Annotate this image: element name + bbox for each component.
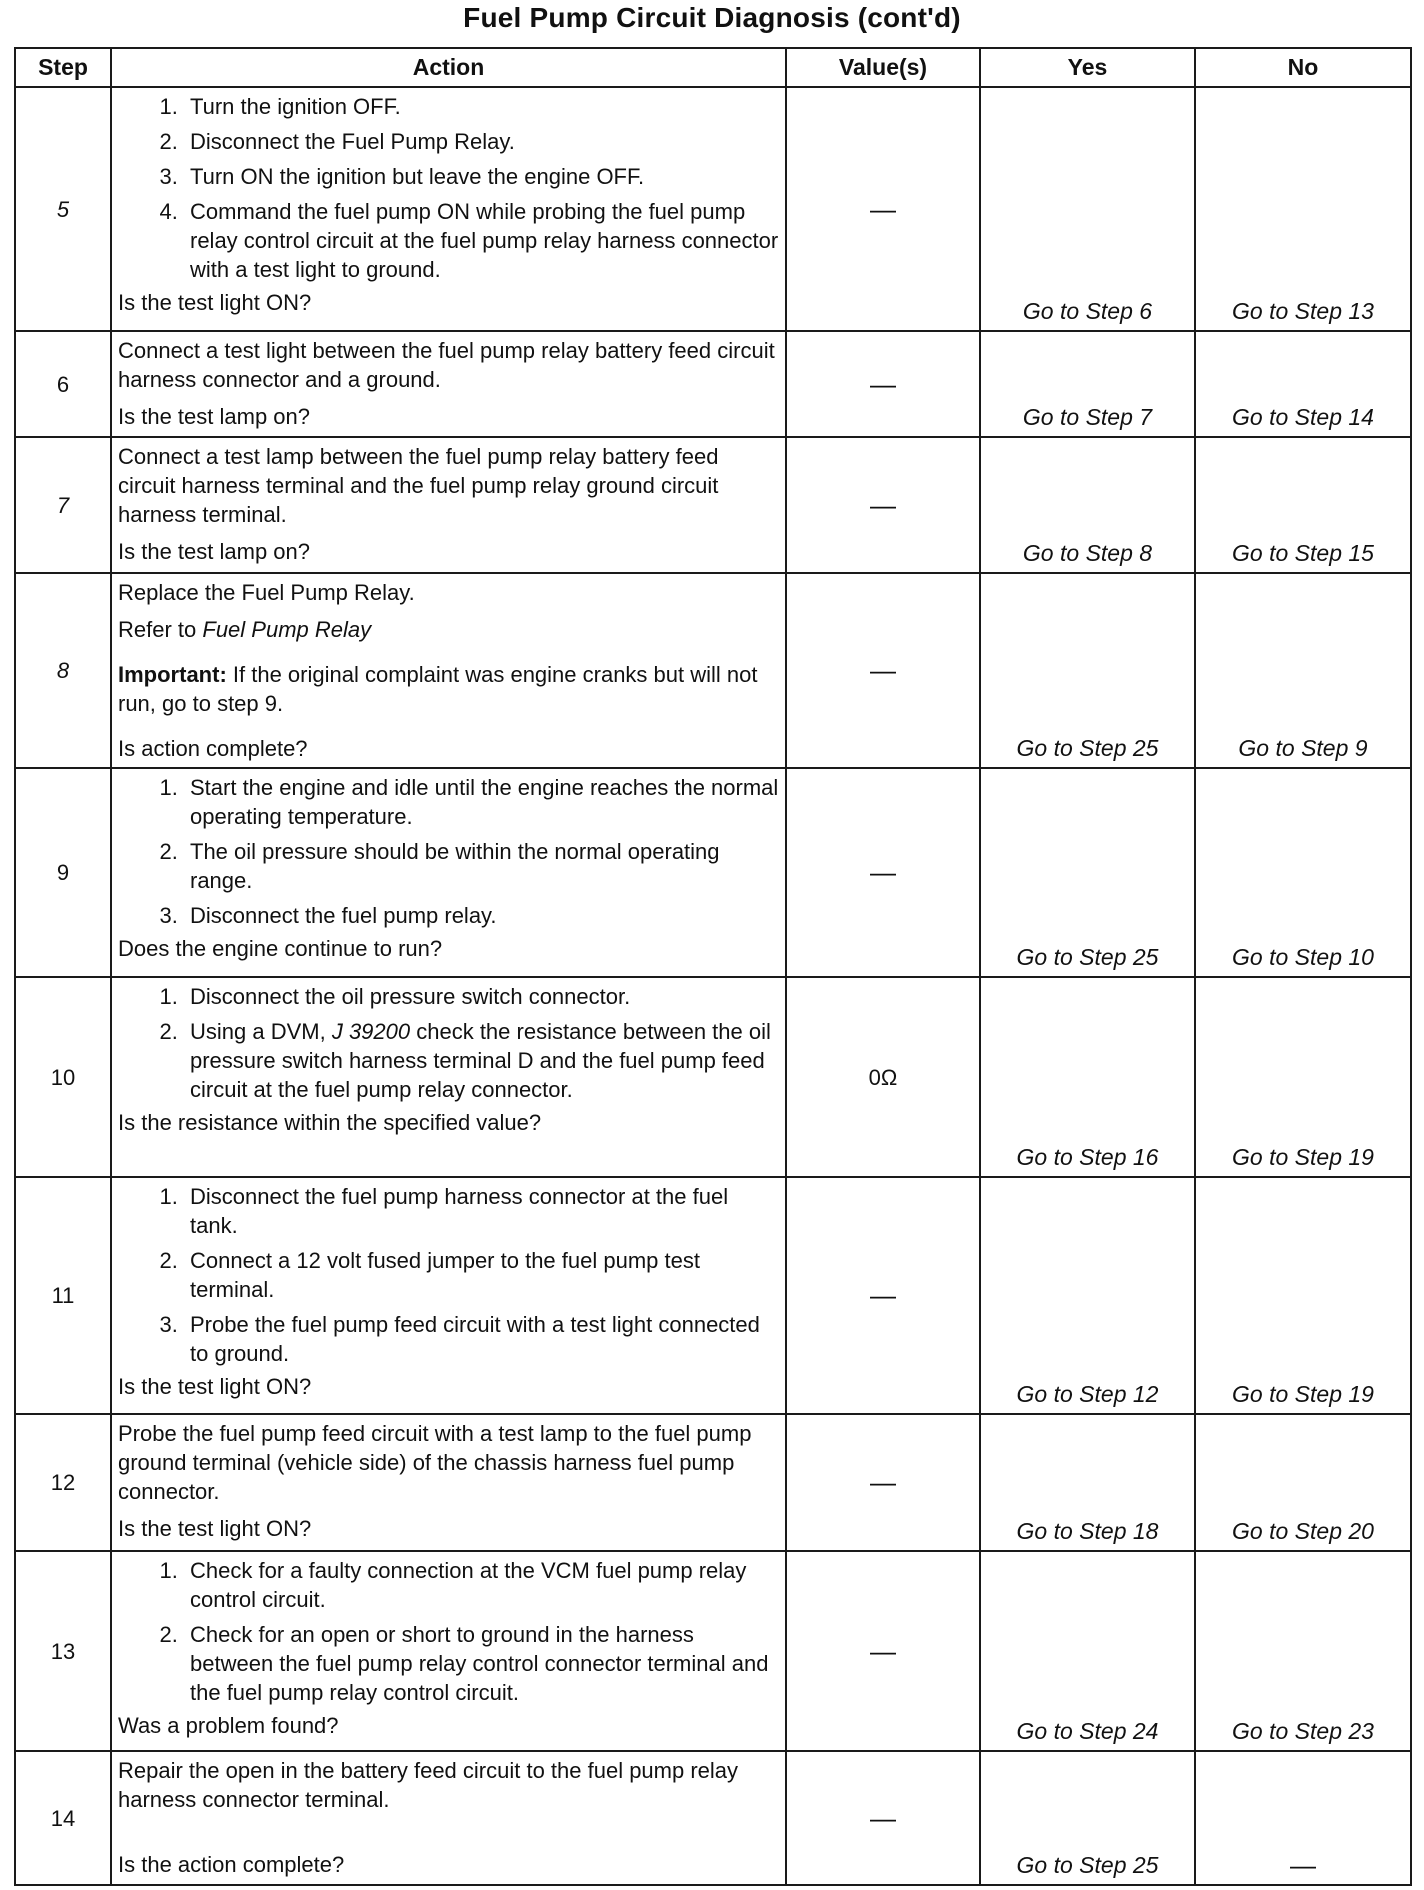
action-step: 2. Connect a 12 volt fused jumper to the fuel pump test terminal. [184,1246,779,1304]
action-steps [118,1182,779,1368]
refer-prefix: Refer to [118,617,203,642]
action-question: Is the test light ON? [118,1374,312,1399]
yes-cell: Go to Step 24 [980,1551,1195,1751]
value-cell: — [786,1414,980,1551]
step-number: 13 [15,1551,111,1751]
action-step: 3. Turn ON the ignition but leave the engine OFF. [184,162,779,191]
header-values: Value(s) [786,48,980,87]
action-question: Is the test lamp on? [118,404,310,429]
important-text: If the original complaint was engine cranks but will not run, go to step 9. [118,662,758,716]
action-cell [111,1414,786,1551]
action-step: 2. The oil pressure should be within the normal operating range. [184,837,779,895]
important-label: Important: [118,662,227,687]
yes-cell: Go to Step 7 [980,331,1195,437]
table-row [15,768,1411,977]
yes-cell: Go to Step 8 [980,437,1195,573]
action-cell [111,977,786,1177]
value-cell: 0Ω [786,977,980,1177]
step-number: 10 [15,977,111,1177]
action-step: 4. Command the fuel pump ON while probing the fuel pump relay control circuit at the fuel pump relay harness connector with a test light to ground. [184,197,779,284]
no-cell: Go to Step 23 [1195,1551,1411,1751]
step-text: Using a DVM, [190,1019,332,1044]
step-number: 7 [15,437,111,573]
action-step: 3. Disconnect the fuel pump relay. [184,901,779,930]
no-cell: Go to Step 20 [1195,1414,1411,1551]
action-cell [111,1177,786,1414]
action-text: Connect a test lamp between the fuel pump relay battery feed circuit harness terminal and the fuel pump relay ground circuit harness terminal. [118,444,719,527]
yes-cell: Go to Step 12 [980,1177,1195,1414]
table-row [15,573,1411,768]
value-cell: — [786,87,980,331]
action-step: 1. Disconnect the fuel pump harness connector at the fuel tank. [184,1182,779,1240]
step-number: 6 [15,331,111,437]
action-question: Is the resistance within the specified value? [118,1110,542,1135]
action-cell [111,331,786,437]
action-cell [111,87,786,331]
step-number: 14 [15,1751,111,1885]
action-steps [118,773,779,930]
yes-cell: Go to Step 25 [980,768,1195,977]
header-step: Step [15,48,111,87]
action-step: 1. Check for a faulty connection at the VCM fuel pump relay control circuit. [184,1556,779,1614]
value-cell: — [786,1551,980,1751]
yes-cell: Go to Step 16 [980,977,1195,1177]
yes-cell: Go to Step 18 [980,1414,1195,1551]
action-step [184,1017,779,1104]
header-no: No [1195,48,1411,87]
table-row [15,1414,1411,1551]
page-title: Fuel Pump Circuit Diagnosis (cont'd) [463,2,961,33]
action-question: Does the engine continue to run? [118,936,443,961]
action-cell [111,1551,786,1751]
action-text: Probe the fuel pump feed circuit with a test lamp to the fuel pump ground terminal (vehicle side) of the chassis harness fuel pump connector. [118,1421,752,1504]
header-row [15,48,1411,87]
yes-cell: Go to Step 25 [980,573,1195,768]
table-row [15,977,1411,1177]
action-cell [111,1751,786,1885]
action-question: Is the action complete? [118,1852,345,1877]
action-steps [118,982,779,1104]
yes-cell: Go to Step 6 [980,87,1195,331]
step-number: 11 [15,1177,111,1414]
action-step: 1. Disconnect the oil pressure switch connector. [184,982,779,1011]
action-question: Was a problem found? [118,1713,339,1738]
header-yes: Yes [980,48,1195,87]
refer-line [118,615,779,644]
value-cell: — [786,573,980,768]
header-action: Action [111,48,786,87]
table-row [15,1551,1411,1751]
action-step: 1. Turn the ignition OFF. [184,92,779,121]
value-cell: — [786,1751,980,1885]
refer-link: Fuel Pump Relay [202,617,372,642]
value-cell: — [786,331,980,437]
value-cell: — [786,437,980,573]
no-cell: Go to Step 13 [1195,87,1411,331]
action-text: Repair the open in the battery feed circuit to the fuel pump relay harness connector terminal. [118,1758,739,1812]
diagnosis-table [14,47,1412,1886]
yes-cell: Go to Step 25 [980,1751,1195,1885]
action-step: 1. Start the engine and idle until the engine reaches the normal operating temperature. [184,773,779,831]
no-cell: Go to Step 19 [1195,977,1411,1177]
step-number: 12 [15,1414,111,1551]
important-note [118,660,779,718]
tool-reference: J 39200 [331,1019,411,1044]
action-cell [111,768,786,977]
action-cell [111,573,786,768]
action-step: 2. Check for an open or short to ground in the harness between the fuel pump relay control connector terminal and the fuel pump relay control circuit. [184,1620,779,1707]
step-number: 5 [15,87,111,331]
value-cell: — [786,768,980,977]
value-cell: — [786,1177,980,1414]
no-cell: — [1195,1751,1411,1885]
action-text: Connect a test light between the fuel pump relay battery feed circuit harness connector and a ground. [118,338,775,392]
no-cell: Go to Step 9 [1195,573,1411,768]
step-number: 9 [15,768,111,977]
action-question: Is the test lamp on? [118,539,310,564]
action-text: Replace the Fuel Pump Relay. [118,580,415,605]
table-row [15,1177,1411,1414]
action-steps [118,1556,779,1707]
no-cell: Go to Step 15 [1195,437,1411,573]
table-row [15,1751,1411,1885]
action-question: Is the test light ON? [118,290,312,315]
table-row [15,331,1411,437]
action-steps [118,92,779,284]
step-text: check the resistance between the oil pressure switch harness terminal D and the fuel pump feed circuit at the fuel pump relay connector. [190,1019,771,1102]
no-cell: Go to Step 10 [1195,768,1411,977]
no-cell: Go to Step 14 [1195,331,1411,437]
action-question: Is action complete? [118,736,308,761]
table-row [15,437,1411,573]
no-cell: Go to Step 19 [1195,1177,1411,1414]
table-row [15,87,1411,331]
action-question: Is the test light ON? [118,1516,312,1541]
action-cell [111,437,786,573]
step-number: 8 [15,573,111,768]
action-step: 3. Probe the fuel pump feed circuit with a test light connected to ground. [184,1310,779,1368]
action-step: 2. Disconnect the Fuel Pump Relay. [184,127,779,156]
